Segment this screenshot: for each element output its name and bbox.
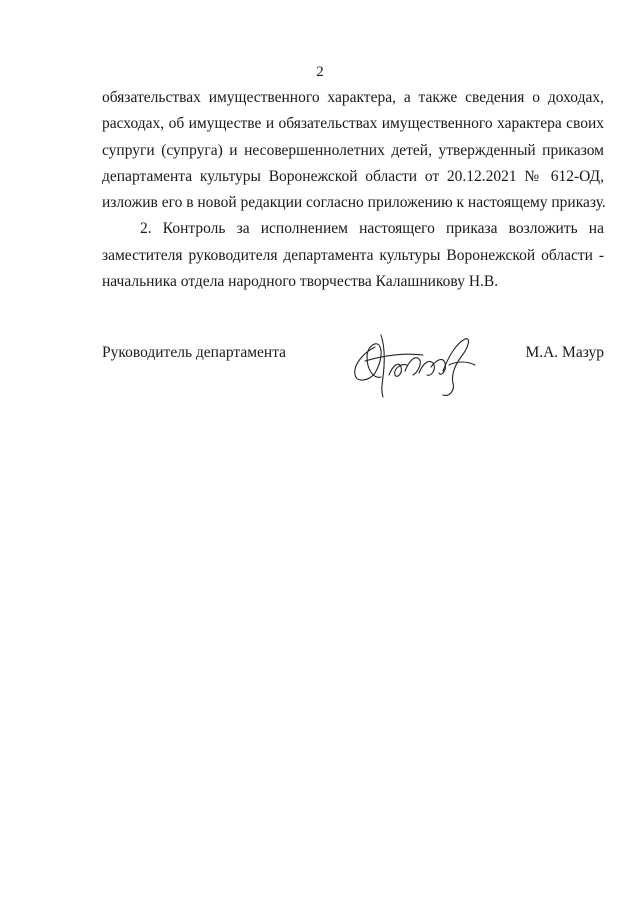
- paragraph-1-line: обязательствах имущественного характера, а также сведения о доходах,: [102, 89, 604, 106]
- handwritten-signature: [345, 325, 485, 400]
- paragraph-1-line: расходах, об имуществе и обязательствах имущественного характера своих: [102, 115, 604, 133]
- page-number: 2: [316, 64, 324, 80]
- paragraph-1-line: департамента культуры Воронежской области от 20.12.2021 № 612-ОД,: [102, 167, 604, 185]
- paragraph-1-line: изложив его в новой редакции согласно приложению к настоящему приказу.: [102, 194, 606, 212]
- document-body: [102, 85, 604, 295]
- paragraph-2: [102, 216, 604, 295]
- paragraph-2-line: 2. Контроль за исполнением настоящего приказа возложить на: [140, 220, 604, 238]
- signatory-title: Руководитель департамента: [102, 344, 287, 361]
- signatory-name: М.А. Мазур: [525, 344, 604, 361]
- paragraph-1: [102, 85, 604, 216]
- paragraph-2-line: заместителя руководителя департамента культуры Воронежской области -: [102, 246, 604, 264]
- paragraph-1-line: супруги (супруга) и несовершеннолетних детей, утвержденный приказом: [102, 141, 604, 159]
- paragraph-2-line: начальника отдела народного творчества Калашникову Н.В.: [102, 273, 499, 291]
